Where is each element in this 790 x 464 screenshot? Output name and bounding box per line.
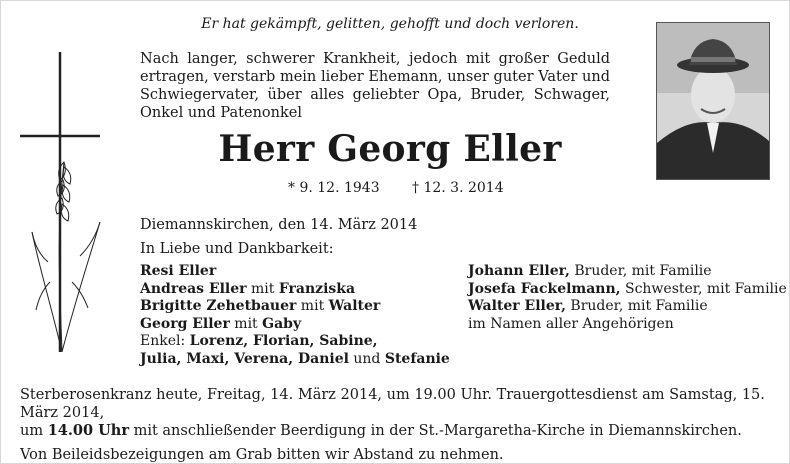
family-entry: Josefa Fackelmann, Schwester, mit Familie xyxy=(468,280,787,297)
place-and-date: Diemannskirchen, den 14. März 2014 xyxy=(140,217,418,233)
family-entry: Enkel: Lorenz, Florian, Sabine, xyxy=(140,333,378,349)
family-entry: Andreas Eller mit Franziska xyxy=(140,280,356,297)
burial-line: um 14.00 Uhr mit anschließender Beerdigung in der St.-Margaretha-Kirche in Diemannskirchen. xyxy=(20,422,742,439)
birth-date: * 9. 12. 1943 xyxy=(288,180,380,196)
family-entry: Walter Eller, Bruder, mit Familie xyxy=(468,298,708,314)
family-list-left xyxy=(140,263,460,368)
intro-paragraph: Nach langer, schwerer Krankheit, jedoch mit großer Geduld ertragen, verstarb mein lieber Ehemann, unser guter Vater und Schwiegervater, über alles geliebter Opa, Bruder, Schwager, Onkel und Patenonkel xyxy=(140,51,610,121)
family-entry: Johann Eller, Bruder, mit Familie xyxy=(468,263,712,279)
family-entry: Georg Eller mit Gaby xyxy=(140,315,302,332)
portrait-photo xyxy=(656,22,770,180)
family-list-right xyxy=(468,263,788,333)
death-date: † 12. 3. 2014 xyxy=(412,180,504,196)
motto-line: Er hat gekämpft, gelitten, gehofft und doch verloren. xyxy=(201,16,579,32)
family-entry: im Namen aller Angehörigen xyxy=(468,315,674,332)
family-entry: Julia, Maxi, Verena, Daniel und Stefanie xyxy=(140,350,450,367)
family-entry: Brigitte Zehetbauer mit Walter xyxy=(140,298,381,314)
condolence-note: Von Beileidsbezeigungen am Grab bitten wir Abstand zu nehmen. xyxy=(20,447,504,463)
funeral-details xyxy=(20,386,770,464)
thanks-line: In Liebe und Dankbarkeit: xyxy=(140,241,334,257)
rosary-service-line: Sterberosenkranz heute, Freitag, 14. März 2014, um 19.00 Uhr. Trauergottesdienst am Samstag, 15. März 2014, xyxy=(20,387,765,421)
deceased-name: Herr Georg Eller xyxy=(218,128,562,170)
family-entry: Resi Eller xyxy=(140,263,217,279)
cross-with-wheat-icon xyxy=(20,52,110,372)
